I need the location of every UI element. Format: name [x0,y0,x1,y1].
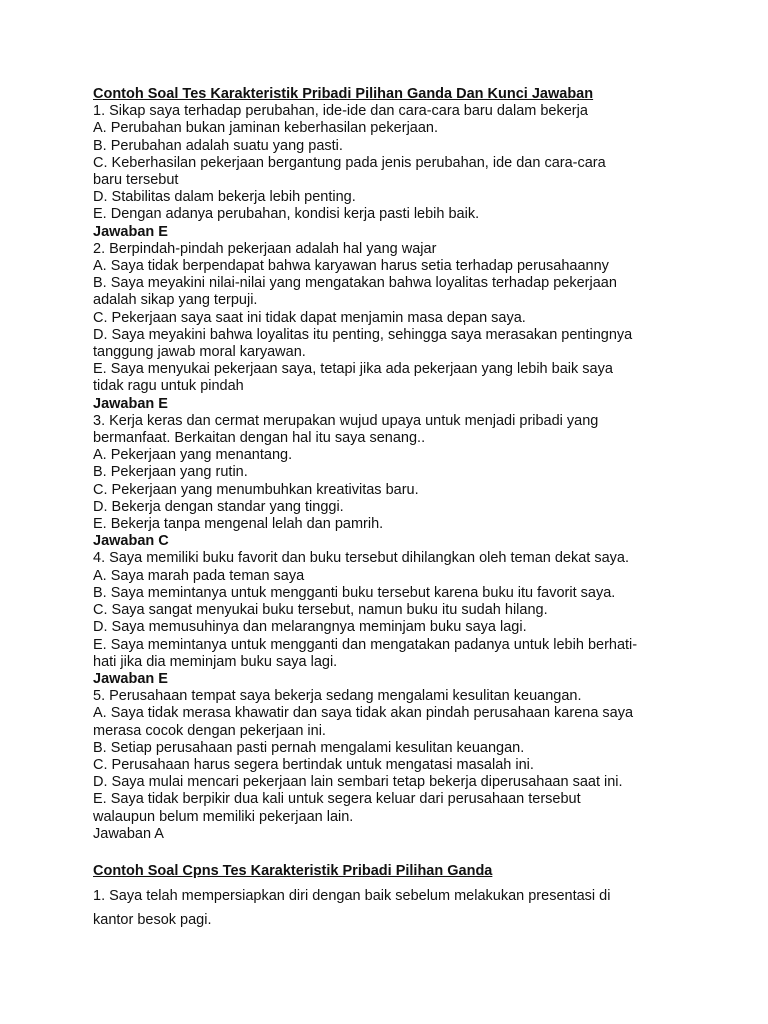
q5-option-e-cont: walaupun belum memiliki pekerjaan lain. [93,808,354,825]
section-2-question-1-cont: kantor besok pagi. [93,912,212,928]
q1-option-c-cont: baru tersebut [93,172,179,189]
q4-option-c: C. Saya sangat menyukai buku tersebut, namun buku itu sudah hilang. [93,602,548,619]
q1-option-d: D. Stabilitas dalam bekerja lebih penting. [93,189,356,206]
q2-answer: Jawaban E [93,395,168,412]
section-1-title: Contoh Soal Tes Karakteristik Pribadi Pilihan Ganda Dan Kunci Jawaban [93,86,594,102]
q2-option-b: B. Saya meyakini nilai-nilai yang mengatakan bahwa loyalitas terhadap pekerjaan [93,275,617,292]
question-4: 4. Saya memiliki buku favorit dan buku tersebut dihilangkan oleh teman dekat saya. [93,550,630,567]
question-3: 3. Kerja keras dan cermat merupakan wujud upaya untuk menjadi pribadi yang [93,412,599,429]
q4-option-a: A. Saya marah pada teman saya [93,567,305,584]
q4-option-d: D. Saya memusuhinya dan melarangnya meminjam buku saya lagi. [93,619,527,636]
q5-answer: Jawaban A [93,825,164,842]
q3-option-a: A. Pekerjaan yang menantang. [93,447,293,464]
q1-option-a: A. Perubahan bukan jaminan keberhasilan pekerjaan. [93,120,439,137]
q3-option-b: B. Pekerjaan yang rutin. [93,464,248,481]
question-2: 2. Berpindah-pindah pekerjaan adalah hal yang wajar [93,240,437,257]
q1-answer: Jawaban E [93,223,168,240]
q1-option-c: C. Keberhasilan pekerjaan bergantung pada jenis perubahan, ide dan cara-cara [93,154,606,171]
q2-option-d: D. Saya meyakini bahwa loyalitas itu penting, sehingga saya merasakan pentingnya [93,326,633,343]
q5-option-a-cont: merasa cocok dengan pekerjaan ini. [93,722,326,739]
q4-option-b: B. Saya memintanya untuk mengganti buku tersebut karena buku itu favorit saya. [93,584,616,601]
q2-option-d-cont: tanggung jawab moral karyawan. [93,344,306,361]
section-2 [93,862,693,932]
q4-option-e-cont: hati jika dia meminjam buku saya lagi. [93,653,338,670]
q5-option-d: D. Saya mulai mencari pekerjaan lain sembari tetap bekerja diperusahaan saat ini. [93,774,623,791]
question-3-cont: bermanfaat. Berkaitan dengan hal itu saya senang.. [93,430,426,447]
q2-option-b-cont: adalah sikap yang terpuji. [93,292,258,309]
q4-option-e: E. Saya memintanya untuk mengganti dan mengatakan padanya untuk lebih berhati- [93,636,638,653]
section-1 [93,86,693,843]
q2-option-e-cont: tidak ragu untuk pindah [93,378,244,395]
q2-option-a: A. Saya tidak berpendapat bahwa karyawan harus setia terhadap perusahaanny [93,258,609,275]
q4-answer: Jawaban E [93,670,168,687]
q3-option-d: D. Bekerja dengan standar yang tinggi. [93,498,344,515]
q5-option-b: B. Setiap perusahaan pasti pernah mengalami kesulitan keuangan. [93,739,525,756]
q1-option-b: B. Perubahan adalah suatu yang pasti. [93,137,343,154]
q3-answer: Jawaban C [93,533,169,550]
q5-option-c: C. Perusahaan harus segera bertindak untuk mengatasi masalah ini. [93,756,534,773]
section-2-question-1: 1. Saya telah mempersiapkan diri dengan baik sebelum melakukan presentasi di [93,888,611,904]
section-2-title: Contoh Soal Cpns Tes Karakteristik Pribadi Pilihan Ganda [93,863,493,879]
question-5: 5. Perusahaan tempat saya bekerja sedang mengalami kesulitan keuangan. [93,688,582,705]
q3-option-e: E. Bekerja tanpa mengenal lelah dan pamrih. [93,516,384,533]
q1-option-e: E. Dengan adanya perubahan, kondisi kerja pasti lebih baik. [93,206,480,223]
q5-option-a: A. Saya tidak merasa khawatir dan saya tidak akan pindah perusahaan karena saya [93,705,634,722]
q2-option-e: E. Saya menyukai pekerjaan saya, tetapi jika ada pekerjaan yang lebih baik saya [93,361,613,378]
q5-option-e: E. Saya tidak berpikir dua kali untuk segera keluar dari perusahaan tersebut [93,791,581,808]
question-1: 1. Sikap saya terhadap perubahan, ide-ide dan cara-cara baru dalam bekerja [93,103,588,120]
q2-option-c: C. Pekerjaan saya saat ini tidak dapat menjamin masa depan saya. [93,309,526,326]
q3-option-c: C. Pekerjaan yang menumbuhkan kreativitas baru. [93,481,419,498]
